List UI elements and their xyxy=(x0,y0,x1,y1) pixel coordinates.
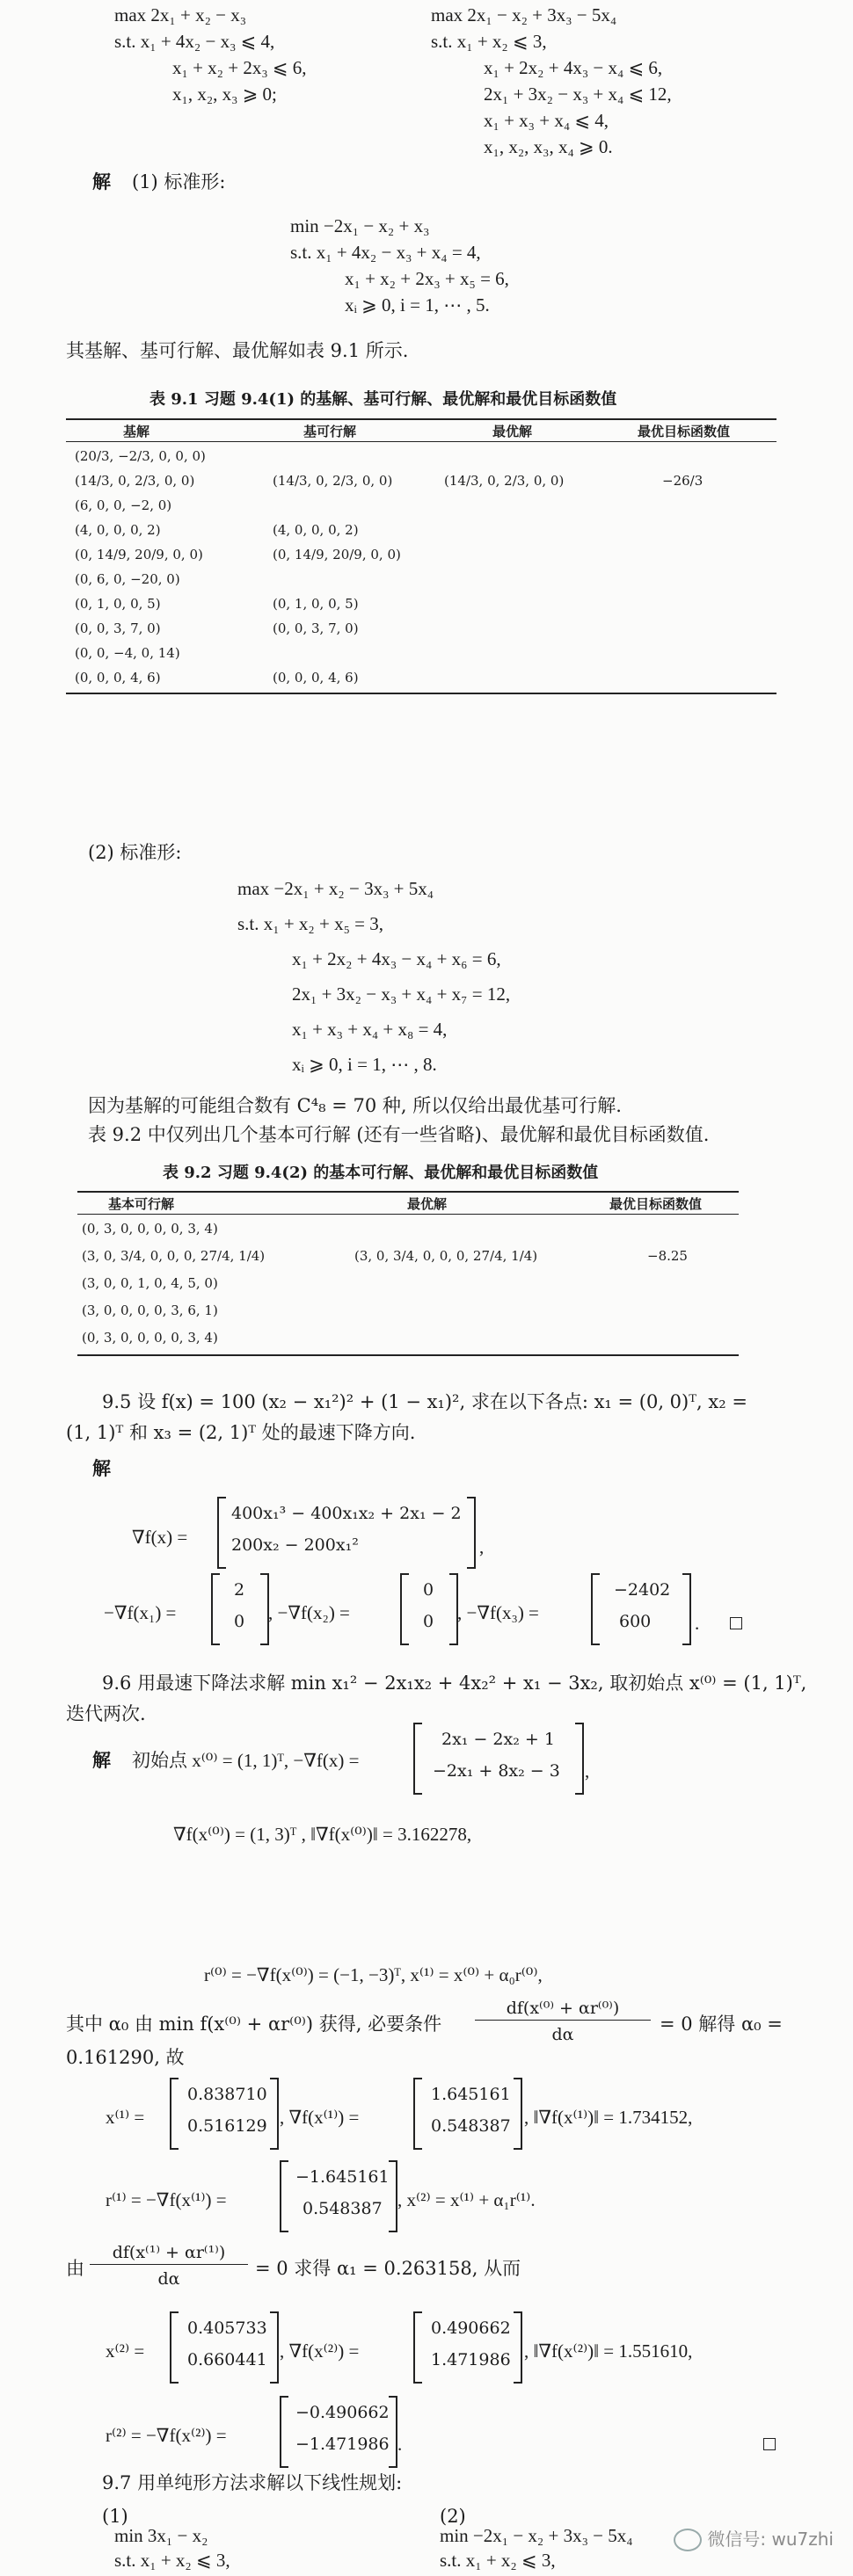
std-form-2-line-5: x₁ + x₃ + x₄ + x₈ = 4, xyxy=(292,1019,448,1040)
problem-9-6-line-1: 9.6 用最速下降法求解 min x₁² − 2x₁x₂ + 4x₂² + x₁ − 3x₂, 取初始点 x⁽⁰⁾ = (1, 1)ᵀ, xyxy=(102,1673,807,1694)
top-left-line-4: x₁, x₂, x₃ ⩾ 0; xyxy=(172,83,277,105)
qed-square-icon xyxy=(730,1617,742,1629)
initial-point-text: 初始点 x⁽⁰⁾ = (1, 1)ᵀ, −∇f(x) = xyxy=(132,1750,360,1771)
r1-matrix xyxy=(280,2160,397,2232)
problem-9-7-left-line-1: min 3x₁ − x₂ xyxy=(114,2525,208,2546)
x2-definition: , x⁽²⁾ = x⁽¹⁾ + α₁r⁽¹⁾. xyxy=(397,2189,536,2210)
table-1-caption: 表 9.1 习题 9.4(1) 的基解、基可行解、最优解和最优目标函数值 xyxy=(149,390,617,409)
r2-row-1: −0.490662 xyxy=(295,2403,390,2422)
table-1-row-2-optimal: (14/3, 0, 2/3, 0, 0) xyxy=(444,473,565,489)
direction-1-row-2: 0 xyxy=(234,1612,245,1631)
solution-part-1: (1) 标准形: xyxy=(132,171,226,192)
table-1-row-6-basic: (0, 6, 0, −20, 0) xyxy=(75,571,180,587)
top-right-line-5: x₁ + x₃ + x₄ ⩽ 4, xyxy=(484,110,609,131)
r2-row-2: −1.471986 xyxy=(295,2435,390,2454)
alpha1-fraction-denominator: dα xyxy=(157,2269,180,2289)
direction-2-label: , −∇f(x₂) = xyxy=(268,1602,350,1623)
grad-x1-label: , ∇f(x⁽¹⁾) = xyxy=(280,2107,360,2128)
top-left-line-2: s.t. x₁ + 4x₂ − x₃ ⩽ 4, xyxy=(114,31,275,52)
problem-9-7-col-1: (1) xyxy=(102,2506,128,2527)
r2-period: . xyxy=(397,2434,403,2455)
table-1-header-optimal: 最优解 xyxy=(492,424,533,439)
x2-matrix xyxy=(170,2311,279,2384)
table-1-row-4-basic: (4, 0, 0, 0, 2) xyxy=(75,522,161,538)
gradient-matrix-row-1: 400x₁³ − 400x₁x₂ + 2x₁ − 2 xyxy=(231,1504,462,1523)
top-right-line-6: x₁, x₂, x₃, x₄ ⩾ 0. xyxy=(484,136,613,157)
table-2-row-4-feasible: (3, 0, 0, 0, 0, 3, 6, 1) xyxy=(82,1303,218,1318)
table-2-header-objective: 最优目标函数值 xyxy=(609,1196,703,1212)
table-2-intro: 表 9.2 中仅列出几个基本可行解 (还有一些省略)、最优解和最优目标函数值. xyxy=(88,1124,710,1145)
table-1 xyxy=(66,418,776,717)
direction-2-row-2: 0 xyxy=(423,1612,434,1631)
table-2-row-5-feasible: (0, 3, 0, 0, 0, 0, 3, 4) xyxy=(82,1330,218,1346)
grad-x2-label: , ∇f(x⁽²⁾) = xyxy=(280,2340,360,2362)
top-left-line-1: max 2x₁ + x₂ − x₃ xyxy=(114,4,247,25)
std-form-1-line-4: xᵢ ⩾ 0, i = 1, ⋯ , 5. xyxy=(345,294,490,316)
r1-row-1: −1.645161 xyxy=(295,2167,390,2187)
problem-9-6-solution-head: 解 xyxy=(92,1749,111,1771)
grad-x2-row-1: 0.490662 xyxy=(431,2318,511,2338)
norm-grad-x2: , ‖∇f(x⁽²⁾)‖ = 1.551610, xyxy=(524,2340,693,2362)
neg-gradient-row-2: −2x₁ + 8x₂ − 3 xyxy=(433,1761,560,1781)
table-1-row-2-objective: −26/3 xyxy=(662,473,704,489)
grad-x2-matrix xyxy=(413,2311,522,2384)
problem-9-7-left-line-2: s.t. x₁ + x₂ ⩽ 3, xyxy=(114,2550,230,2571)
x1-row-2: 0.516129 xyxy=(187,2116,267,2136)
table-2-caption: 表 9.2 习题 9.4(2) 的基本可行解、最优解和最优目标函数值 xyxy=(163,1164,599,1182)
problem-9-7-line-1: 9.7 用单纯形方法求解以下线性规划: xyxy=(102,2472,403,2493)
table-1-row-2-feasible: (14/3, 0, 2/3, 0, 0) xyxy=(273,473,393,489)
grad-x1-row-1: 1.645161 xyxy=(431,2085,511,2104)
table-1-row-2-basic: (14/3, 0, 2/3, 0, 0) xyxy=(75,473,195,489)
gradient-matrix xyxy=(217,1497,476,1569)
norm-grad-x1: , ‖∇f(x⁽¹⁾)‖ = 1.734152, xyxy=(524,2107,693,2128)
table-1-header-feasible: 基可行解 xyxy=(303,424,357,439)
alpha1-text-b: = 0 求得 α₁ = 0.263158, 从而 xyxy=(255,2258,521,2279)
alpha0-text-c: 0.161290, 故 xyxy=(66,2047,185,2068)
alpha0-text-a: 其中 α₀ 由 min f(x⁽⁰⁾ + αr⁽⁰⁾) 获得, 必要条件 xyxy=(66,2014,442,2035)
table-1-row-9-basic: (0, 0, −4, 0, 14) xyxy=(75,645,180,661)
alpha0-fraction-numerator: df(x⁽⁰⁾ + αr⁽⁰⁾) xyxy=(475,1997,651,2021)
r2-matrix xyxy=(280,2396,397,2468)
alpha0-fraction-denominator: dα xyxy=(551,2025,574,2044)
direction-1-label: −∇f(x₁) = xyxy=(104,1602,177,1623)
direction-3-row-2: 600 xyxy=(619,1612,652,1631)
x2-row-2: 0.660441 xyxy=(187,2350,267,2369)
std-form-1-line-2: s.t. x₁ + 4x₂ − x₃ + x₄ = 4, xyxy=(290,242,481,263)
top-left-line-3: x₁ + x₂ + 2x₃ ⩽ 6, xyxy=(172,57,307,78)
table-1-row-8-feasible: (0, 0, 3, 7, 0) xyxy=(273,620,359,636)
x1-matrix xyxy=(170,2078,279,2150)
table-1-row-10-feasible: (0, 0, 0, 4, 6) xyxy=(273,670,359,686)
top-right-line-4: 2x₁ + 3x₂ − x₃ + x₄ ⩽ 12, xyxy=(484,83,672,105)
table-2-row-2-feasible: (3, 0, 3/4, 0, 0, 0, 27/4, 1/4) xyxy=(82,1248,266,1264)
problem-9-7-right-line-2: s.t. x₁ + x₂ ⩽ 3, xyxy=(440,2550,556,2571)
table-2-row-2-objective: −8.25 xyxy=(647,1248,688,1264)
gradient-label: ∇f(x) = xyxy=(132,1527,188,1548)
qed-square-icon xyxy=(763,2438,776,2450)
problem-9-6-line-2: 迭代两次. xyxy=(66,1703,146,1724)
std-form-2-line-3: x₁ + 2x₂ + 4x₃ − x₄ + x₆ = 6, xyxy=(292,948,501,969)
table-2-header-feasible: 基本可行解 xyxy=(108,1196,175,1212)
std-form-2-line-6: xᵢ ⩾ 0, i = 1, ⋯ , 8. xyxy=(292,1054,437,1075)
table-1-row-4-feasible: (4, 0, 0, 0, 2) xyxy=(273,522,359,538)
combination-note: 因为基解的可能组合数有 C⁴₈ = 70 种, 所以仅给出最优基可行解. xyxy=(88,1095,622,1116)
table-2-row-2-optimal: (3, 0, 3/4, 0, 0, 0, 27/4, 1/4) xyxy=(354,1248,538,1264)
direction-2-row-1: 0 xyxy=(423,1580,434,1600)
table-1-header-basic: 基解 xyxy=(123,424,150,439)
direction-3-matrix xyxy=(591,1573,691,1645)
table-1-row-7-basic: (0, 1, 0, 0, 5) xyxy=(75,596,161,612)
std-form-2-line-2: s.t. x₁ + x₂ + x₅ = 3, xyxy=(237,913,384,934)
grad-x2-row-2: 1.471986 xyxy=(431,2350,511,2369)
solution-head: 解 xyxy=(92,171,111,192)
x1-row-1: 0.838710 xyxy=(187,2085,267,2104)
wechat-icon xyxy=(674,2529,702,2551)
table-2 xyxy=(77,1191,739,1367)
alpha1-text-a: 由 xyxy=(66,2258,84,2279)
gradient-x0: ∇f(x⁽⁰⁾) = (1, 3)ᵀ , ‖∇f(x⁽⁰⁾)‖ = 3.162278, xyxy=(173,1824,472,1845)
direction-r0: r⁽⁰⁾ = −∇f(x⁽⁰⁾) = (−1, −3)ᵀ, x⁽¹⁾ = x⁽⁰⁾ + α₀r⁽⁰⁾, xyxy=(204,1964,543,1985)
x2-row-1: 0.405733 xyxy=(187,2318,267,2338)
solution-part-2: (2) 标准形: xyxy=(88,842,182,863)
table-2-row-1-feasible: (0, 3, 0, 0, 0, 0, 3, 4) xyxy=(82,1221,218,1237)
gradient-comma: , xyxy=(479,1536,485,1557)
table-2-row-3-feasible: (3, 0, 0, 1, 0, 4, 5, 0) xyxy=(82,1275,218,1291)
r2-label: r⁽²⁾ = −∇f(x⁽²⁾) = xyxy=(106,2425,227,2446)
problem-9-5-solution-head: 解 xyxy=(92,1457,111,1479)
table-1-row-5-basic: (0, 14/9, 20/9, 0, 0) xyxy=(75,547,203,562)
r1-row-2: 0.548387 xyxy=(303,2199,383,2218)
direction-2-matrix xyxy=(400,1573,458,1645)
direction-3-label: , −∇f(x₃) = xyxy=(457,1602,539,1623)
problem-9-7-right-line-1: min −2x₁ − x₂ + 3x₃ − 5x₄ xyxy=(440,2525,633,2546)
problem-9-7-col-2: (2) xyxy=(440,2506,466,2527)
table-2-header-optimal: 最优解 xyxy=(407,1196,448,1212)
top-right-line-2: s.t. x₁ + x₂ ⩽ 3, xyxy=(431,31,547,52)
direction-3-row-1: −2402 xyxy=(614,1580,671,1600)
neg-gradient-comma: , xyxy=(585,1760,590,1781)
table-1-intro: 其基解、基可行解、最优解如表 9.1 所示. xyxy=(66,340,409,361)
watermark-text: 微信号: wu7zhi xyxy=(707,2528,834,2550)
grad-x1-row-2: 0.548387 xyxy=(431,2116,511,2136)
std-form-1-line-1: min −2x₁ − x₂ + x₃ xyxy=(290,215,430,236)
std-form-1-line-3: x₁ + x₂ + 2x₃ + x₅ = 6, xyxy=(345,268,509,289)
direction-period: . xyxy=(695,1613,700,1634)
std-form-2-line-1: max −2x₁ + x₂ − 3x₃ + 5x₄ xyxy=(237,878,434,899)
table-1-row-7-feasible: (0, 1, 0, 0, 5) xyxy=(273,596,359,612)
neg-gradient-row-1: 2x₁ − 2x₂ + 1 xyxy=(441,1730,555,1749)
table-1-row-3-basic: (6, 0, 0, −2, 0) xyxy=(75,497,172,513)
table-1-row-8-basic: (0, 0, 3, 7, 0) xyxy=(75,620,161,636)
table-1-row-5-feasible: (0, 14/9, 20/9, 0, 0) xyxy=(273,547,401,562)
problem-9-5-line-2: (1, 1)ᵀ 和 x₃ = (2, 1)ᵀ 处的最速下降方向. xyxy=(66,1422,416,1443)
gradient-matrix-row-2: 200x₂ − 200x₁² xyxy=(231,1535,359,1555)
r1-label: r⁽¹⁾ = −∇f(x⁽¹⁾) = xyxy=(106,2189,227,2210)
table-1-row-1-basic: (20/3, −2/3, 0, 0, 0) xyxy=(75,448,206,464)
top-right-line-1: max 2x₁ − x₂ + 3x₃ − 5x₄ xyxy=(431,4,617,25)
direction-1-matrix xyxy=(211,1573,269,1645)
table-1-header-objective: 最优目标函数值 xyxy=(638,424,731,439)
std-form-2-line-4: 2x₁ + 3x₂ − x₃ + x₄ + x₇ = 12, xyxy=(292,983,511,1005)
table-1-row-10-basic: (0, 0, 0, 4, 6) xyxy=(75,670,161,686)
neg-gradient-matrix xyxy=(413,1723,584,1795)
x2-label: x⁽²⁾ = xyxy=(106,2340,145,2362)
x1-label: x⁽¹⁾ = xyxy=(106,2107,145,2128)
top-right-line-3: x₁ + 2x₂ + 4x₃ − x₄ ⩽ 6, xyxy=(484,57,663,78)
alpha1-fraction-numerator: df(x⁽¹⁾ + αr⁽¹⁾) xyxy=(90,2241,248,2265)
direction-1-row-1: 2 xyxy=(234,1580,245,1600)
problem-9-5-line-1: 9.5 设 f(x) = 100 (x₂ − x₁²)² + (1 − x₁)², 求在以下各点: x₁ = (0, 0)ᵀ, x₂ = xyxy=(102,1391,747,1412)
grad-x1-matrix xyxy=(413,2078,522,2150)
wechat-watermark xyxy=(674,2525,834,2552)
alpha0-text-b: = 0 解得 α₀ = xyxy=(660,2014,783,2035)
